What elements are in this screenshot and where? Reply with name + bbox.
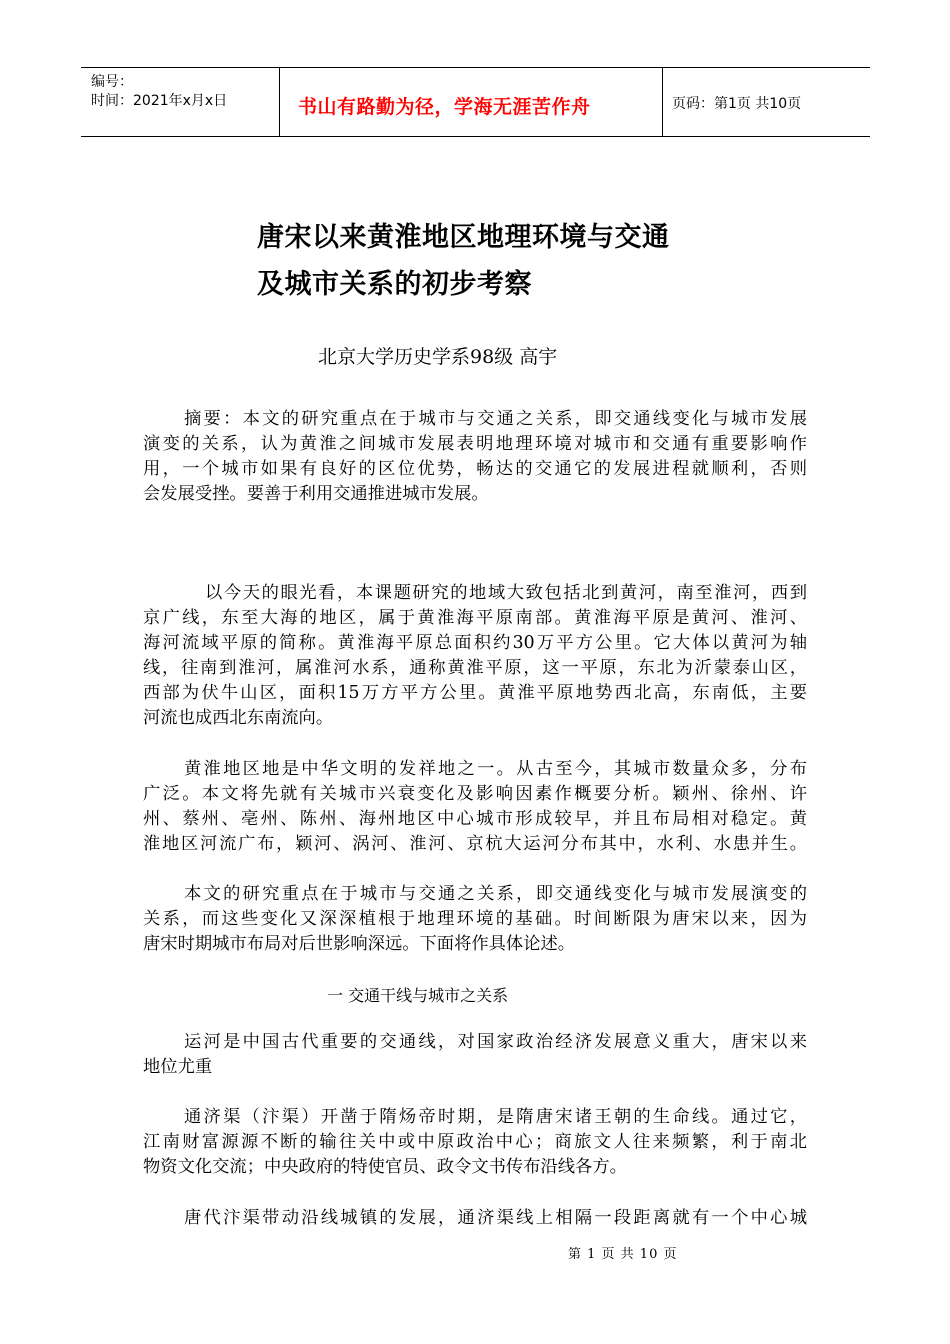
text-line: 运河是中国古代重要的交通线，对国家政治经济发展意义重大，唐宋以来	[184, 1032, 807, 1052]
document-number-label: 编号：	[91, 74, 133, 90]
header-motto-cell	[280, 68, 663, 136]
text-line: 西部为伏牛山区，面积15万方平方公里。黄淮平原地势西北高，东南低，主要	[143, 683, 807, 703]
text-line: 淮地区河流广布，颖河、涡河、淮河、京杭大运河分布其中，水利、水患并生。	[143, 834, 807, 854]
text-line: 京广线，东至大海的地区，属于黄淮海平原南部。黄淮海平原是黄河、淮河、	[143, 608, 807, 628]
body-paragraph	[143, 882, 807, 957]
page-footer: 第 1 页 共 10 页	[568, 1247, 678, 1262]
body-paragraph	[143, 757, 807, 857]
text-line: 海河流域平原的简称。黄淮海平原总面积约30万平方公里。它大体以黄河为轴	[143, 633, 807, 653]
text-line: 黄淮地区地是中华文明的发祥地之一。从古至今，其城市数量众多，分布	[184, 759, 807, 779]
text-line: 州、蔡州、亳州、陈州、海州地区中心城市形成较早，并且布局相对稳定。黄	[143, 809, 807, 829]
text-line: 广泛。本文将先就有关城市兴衰变化及影响因素作概要分析。颖州、徐州、许	[143, 784, 807, 804]
body-paragraph	[143, 581, 807, 731]
text-line: 用，一个城市如果有良好的区位优势，畅达的交通它的发展进程就顺利，否则	[143, 459, 807, 479]
text-line: 唐代汴渠带动沿线城镇的发展，通济渠线上相隔一段距离就有一个中心城	[184, 1208, 807, 1228]
header-meta-cell	[81, 68, 280, 136]
document-header	[81, 67, 870, 137]
text-line: 河流也成西北东南流向。	[143, 708, 334, 728]
section-heading: 一 交通干线与城市之关系	[327, 986, 509, 1005]
document-time-label: 时间：2021年x月x日	[91, 93, 228, 109]
text-line: 摘要：本文的研究重点在于城市与交通之关系，即交通线变化与城市发展	[184, 409, 807, 429]
text-line: 关系，而这些变化又深深植根于地理环境的基础。时间断限为唐宋以来，因为	[143, 909, 807, 929]
header-motto: 书山有路勤为径，学海无涯苦作舟	[298, 96, 591, 118]
text-line: 江南财富源源不断的输往关中或中原政治中心；商旅文人往来频繁，利于南北	[143, 1132, 807, 1152]
text-line: 以今天的眼光看，本课题研究的地域大致包括北到黄河，南至淮河，西到	[205, 583, 807, 603]
document-title-line-1: 唐宋以来黄淮地区地理环境与交通	[257, 222, 670, 253]
text-line: 演变的关系，认为黄淮之间城市发展表明地理环境对城市和交通有重要影响作	[143, 434, 807, 454]
body-paragraph	[143, 1030, 807, 1080]
body-paragraph	[143, 1105, 807, 1180]
text-line: 会发展受挫。要善于利用交通推进城市发展。	[143, 484, 489, 504]
text-line: 线，往南到淮河，属淮河水系，通称黄淮平原，这一平原，东北为沂蒙泰山区，	[143, 658, 807, 678]
text-line: 通济渠（汴渠）开凿于隋炀帝时期，是隋唐宋诸王朝的生命线。通过它，	[184, 1107, 807, 1127]
text-line: 本文的研究重点在于城市与交通之关系，即交通线变化与城市发展演变的	[184, 884, 807, 904]
document-title-line-2: 及城市关系的初步考察	[257, 269, 532, 300]
header-page-code: 页码：第1页 共10页	[672, 96, 802, 112]
header-page-cell	[663, 68, 870, 136]
text-line: 唐宋时期城市布局对后世影响深远。下面将作具体论述。	[143, 934, 576, 954]
text-line: 物资文化交流；中央政府的特使官员、政令文书传布沿线各方。	[143, 1157, 627, 1177]
abstract-paragraph	[143, 407, 807, 507]
body-paragraph	[143, 1206, 807, 1231]
document-author: 北京大学历史学系98级 高宇	[318, 346, 558, 368]
text-line: 地位尤重	[143, 1057, 213, 1077]
